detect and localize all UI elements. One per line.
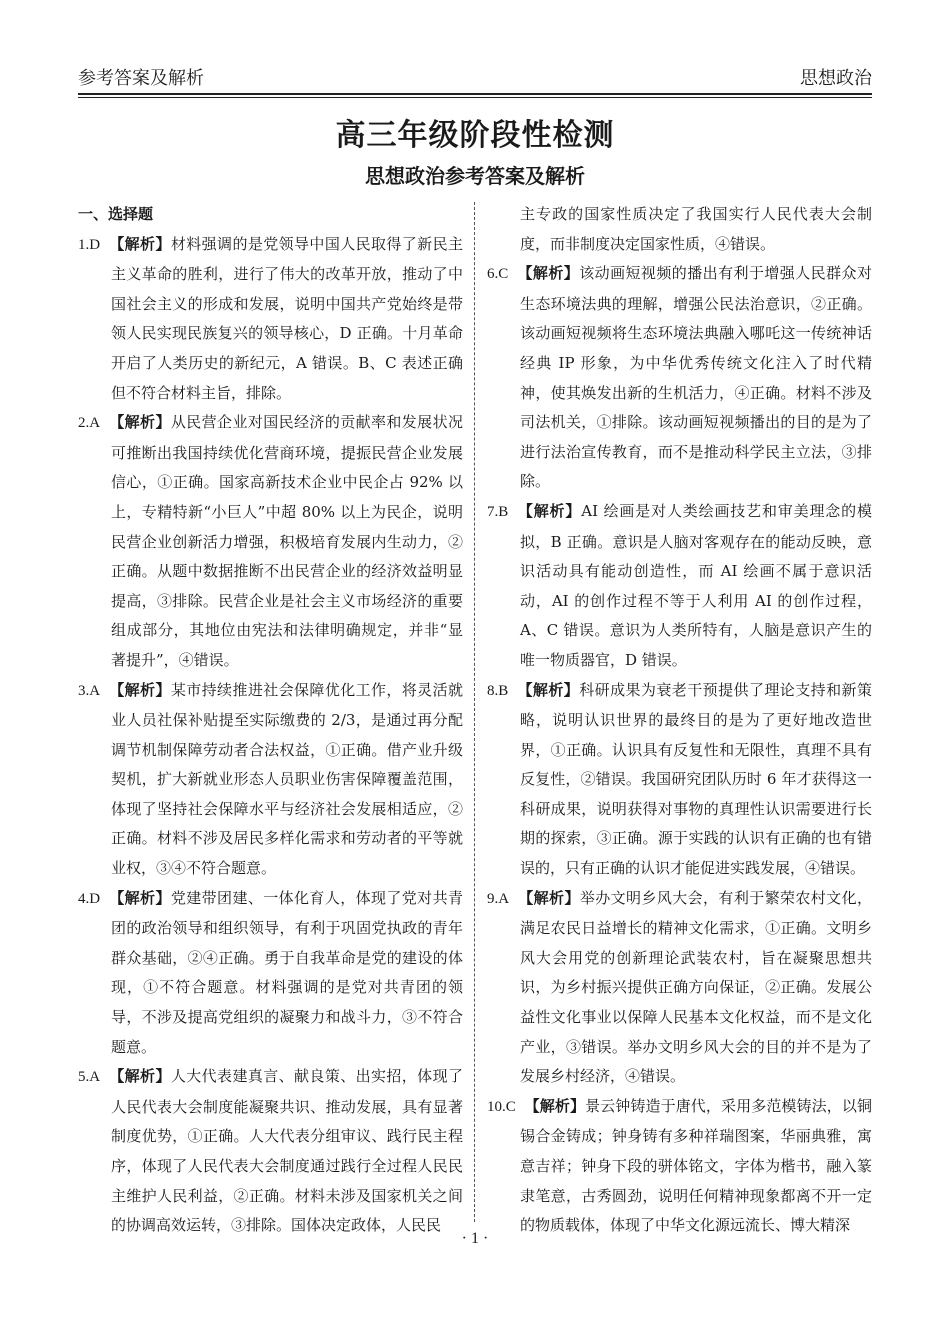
analysis-text: 人大代表建真言、献良策、出实招，体现了人民代表大会制度能凝聚共识、推动发展，具有显著制度优势，①正确。人大代表分组审议、践行民主程序，体现了人民代表大会制度通过践行全过程人民民主维护人民利益，②正确。材料未涉及国家机关之间的协调高效运转，③排除。国体决定政体，人民民 [111,1067,463,1235]
analysis-tag: 【解析】 [517,680,580,699]
analysis-tag: 【解析】 [109,680,171,699]
answer-choice: A [89,682,101,699]
answer-choice: A [89,415,101,432]
analysis-tag: 【解析】 [109,234,171,253]
analysis-tag: 【解析】 [517,264,580,283]
question-number: 10. [487,1098,506,1115]
question-number: 8. [487,682,499,699]
question-number: 3. [78,682,90,699]
question-number: 7. [487,503,499,520]
answer-item-5 [78,1062,463,1241]
analysis-text: 该动画短视频的播出有利于增强人民群众对生态环境法典的理解，增强公民法治意识，②正确。该动画短视频将生态环境法典融入哪吒这一传统神话经典 IP 形象，为中华优秀传统文化注入了时代精神，使其焕发出新的生机活力，④正确。材料不涉及司法机关，①排除。该动画短视频播出的目的是为了进行法治宣传教育，而不是推动科学民主立法，③排除。 [520,264,872,491]
answer-item-2 [78,408,463,675]
analysis-text: AI 绘画是对人类绘画技艺和审美理念的模拟，B 正确。意识是人脑对客观存在的能动反映，意识活动具有能动创造性，而 AI 绘画不属于意识活动，AI 的创作过程不等于人利用 AI 的创作过程，A、C 错误。意识为人类所特有，人脑是意识产生的唯一物质器官，D 错误。 [520,501,872,669]
analysis-tag: 【解析】 [518,888,580,907]
answer-item-1 [78,230,463,409]
answer-item-8 [487,676,872,884]
answer-item-7 [487,497,872,676]
analysis-tag: 【解析】 [517,501,582,520]
analysis-text: 某市持续推进社会保障优化工作，将灵活就业人员社保补贴提至实际缴费的 2/3，是通过再分配调节机制保障劳动者合法权益，①正确。借产业升级契机，扩大新就业形态人员职业伤害保障覆盖范围，体现了坚持社会保障水平与经济社会发展相适应，②正确。材料不涉及居民多样化需求和劳动者的平等就业权，③④不符合题意。 [111,680,463,878]
analysis-tag: 【解析】 [109,413,171,432]
section-heading: 一、选择题 [78,205,154,223]
answer-item-3 [78,676,463,884]
answer-item-9 [487,884,872,1092]
question-number: 1. [78,236,90,253]
question-number: 9. [487,890,499,907]
question-number: 4. [78,890,90,907]
answer-choice: C [498,266,509,283]
answer-item-5-continued [487,200,872,259]
left-column [78,200,463,1241]
analysis-text: 材料强调的是党领导中国人民取得了新民主主义革命的胜利，进行了伟大的改革开放，推动了中国社会主义的形成和发展，说明中国共产党始终是带领人民实现民族复兴的领导核心，D 正确。十月革命开启了人类历史的新纪元，A 错误。B、C 表述正确但不符合材料主旨，排除。 [111,234,463,402]
answer-choice: C [505,1098,516,1115]
answer-choice: A [89,1069,101,1086]
analysis-tag: 【解析】 [524,1096,586,1115]
analysis-text: 举办文明乡风大会，有利于繁荣农村文化，满足农民日益增长的精神文化需求，①正确。文明乡风大会用党的创新理论武装农村，旨在凝聚思想共识，为乡村振兴提供正确方向保证，②正确。发展公益性文化事业以保障人民基本文化权益，而不是文化产业，③错误。举办文明乡风大会的目的并不是为了发展乡村经济，④错误。 [520,888,872,1086]
column-divider [474,202,475,1222]
analysis-text: 党建带团建、一体化育人，体现了党对共青团的政治领导和组织领导，有利于巩固党执政的青年群众基础，②④正确。勇于自我革命是党的建设的体现，①不符合题意。材料强调的是党对共青团的领导，不涉及提高党组织的凝聚力和战斗力，③不符合题意。 [111,888,463,1056]
page-number: · 1 · [461,1230,489,1247]
question-number: 5. [78,1069,90,1086]
page-title: 高三年级阶段性检测 [335,118,615,153]
answer-choice: D [89,890,101,907]
analysis-text: 科研成果为衰老干预提供了理论支持和新策略，说明认识世界的最终目的是为了更好地改造世界，①正确。认识具有反复性和无限性，真理不具有反复性，②错误。我国研究团队历时 6 年才获得这一科研成果，说明获得对事物的真理性认识需要进行长期的探索，③正确。源于实践的认识有正确的也有错误的，只有正确的认识才能促进实践发展，④错误。 [520,680,872,878]
header-right-label: 思想政治 [800,68,872,89]
question-number: 2. [78,415,90,432]
page-header [78,56,872,90]
answer-item-4 [78,884,463,1063]
analysis-tag: 【解析】 [109,888,171,907]
analysis-text: 景云钟铸造于唐代，采用多范模铸法，以铜锡合金铸成；钟身铸有多种祥瑞图案，华丽典雅，寓意吉祥；钟身下段的骈体铭文，字体为楷书，融入篆隶笔意，古秀圆劲，说明任何精神现象都离不开一定的物质载体，体现了中华文化源远流长、博大精深 [520,1096,872,1235]
analysis-text: 从民营企业对国民经济的贡献率和发展状况可推断出我国持续优化营商环境，提振民营企业发展信心，①正确。国家高新技术企业中民企占 92% 以上，专精特新“小巨人”中超 80% 以上为民企，说明民营企业创新活力增强，积极培育发展内生动力，②正确。从题中数据推断不出民营企业的经济效益明显提高，③排除。民营企业是社会主义市场经济的重要组成部分，其地位由宪法和法律明确规定，并非“显著提升”，④错误。 [111,413,463,669]
answer-item-10 [487,1092,872,1241]
analysis-tag: 【解析】 [109,1067,171,1086]
analysis-text: 主专政的国家性质决定了我国实行人民代表大会制度，而非制度决定国家性质，④错误。 [520,205,872,253]
answer-choice: B [498,682,509,699]
answer-choice: B [498,503,509,520]
answer-choice: A [498,890,510,907]
page-subtitle: 思想政治参考答案及解析 [365,164,585,188]
header-rule [78,93,872,98]
answer-item-6 [487,259,872,497]
question-number: 6. [487,266,499,283]
right-column [487,200,872,1241]
answer-choice: D [89,236,101,253]
header-left-label: 参考答案及解析 [78,68,204,89]
